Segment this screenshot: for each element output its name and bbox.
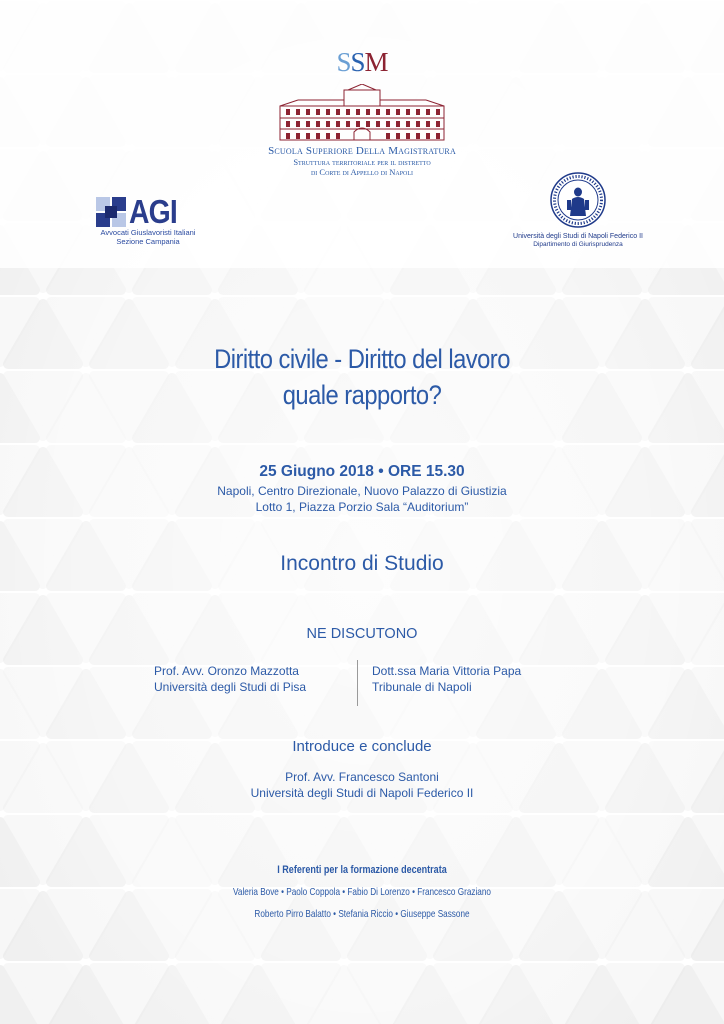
- speaker-name: Dott.ssa Maria Vittoria Papa: [372, 664, 522, 678]
- palace-window: [416, 109, 420, 115]
- palace-icon: [278, 84, 446, 142]
- speaker-affiliation: Tribunale di Napoli: [372, 680, 472, 694]
- university-department: Dipartimento di Giurisprudenza: [533, 241, 623, 248]
- ssm-header: [262, 48, 462, 177]
- discussants-heading: NE DISCUTONO: [306, 626, 418, 642]
- agi-name: Avvocati Giuslavoristi Italiani: [100, 228, 196, 237]
- palace-window: [316, 121, 320, 127]
- palace-window: [346, 109, 350, 115]
- speaker-divider: [357, 660, 358, 706]
- palace-window: [396, 109, 400, 115]
- palace-window: [436, 109, 440, 115]
- ssm-logo-letter: S: [336, 47, 351, 77]
- palace-window: [416, 121, 420, 127]
- university-block: [502, 172, 654, 249]
- palace-window: [376, 121, 380, 127]
- palace-window: [436, 121, 440, 127]
- introducer-name: Prof. Avv. Francesco Santoni: [285, 770, 439, 784]
- introducer-affiliation: Università degli Studi di Napoli Federico II: [250, 786, 474, 800]
- palace-window: [376, 109, 380, 115]
- introduction-heading: Introduce e conclude: [292, 738, 432, 755]
- ssm-logo: [262, 48, 462, 76]
- palace-window: [406, 109, 410, 115]
- palace-window: [366, 121, 370, 127]
- ssm-logo-letter: M: [364, 47, 388, 77]
- referents-line-1: Valeria Bove • Paolo Coppola • Fabio Di Lorenzo • Francesco Graziano: [233, 886, 491, 898]
- palace-window: [316, 133, 320, 139]
- agi-logo-text: AGI: [129, 193, 177, 230]
- palace-window: [306, 109, 310, 115]
- event-title-line-1: Diritto civile - Diritto del lavoro: [214, 344, 510, 374]
- palace-window: [436, 133, 440, 139]
- palace-window: [286, 109, 290, 115]
- palace-window: [396, 133, 400, 139]
- speaker-affiliation: Università degli Studi di Pisa: [154, 680, 307, 694]
- agi-squares-icon: [96, 197, 126, 227]
- university-seal-icon: [550, 172, 606, 228]
- palace-window: [386, 121, 390, 127]
- palace-window: [326, 133, 330, 139]
- palace-window: [336, 121, 340, 127]
- palace-window: [356, 109, 360, 115]
- palace-window: [336, 109, 340, 115]
- event-date-time: 25 Giugno 2018 • ORE 15.30: [259, 463, 465, 480]
- speaker-name: Prof. Avv. Oronzo Mazzotta: [154, 664, 299, 678]
- palace-window: [326, 109, 330, 115]
- palace-window: [386, 109, 390, 115]
- palace-window: [406, 121, 410, 127]
- palace-window: [346, 121, 350, 127]
- palace-window: [396, 121, 400, 127]
- speaker-left: [154, 663, 354, 695]
- referents-title: I Referenti per la formazione decentrata: [277, 864, 447, 876]
- palace-window: [296, 121, 300, 127]
- ssm-logo-letter: S: [350, 47, 365, 77]
- palace-window: [296, 133, 300, 139]
- event-venue-line-1: Napoli, Centro Direzionale, Nuovo Palazzo di Giustizia: [217, 484, 507, 498]
- ssm-subtitle: di Corte di Appello di Napoli: [310, 167, 414, 177]
- palace-window: [416, 133, 420, 139]
- palace-window: [386, 133, 390, 139]
- event-venue-line-2: Lotto 1, Piazza Porzio Sala “Auditorium”: [255, 500, 469, 514]
- event-title-line-2: quale rapporto?: [282, 380, 442, 410]
- agi-logo-block: [96, 193, 236, 246]
- university-name: Università degli Studi di Napoli Federico II: [513, 233, 643, 240]
- palace-window: [326, 121, 330, 127]
- referents-line-2: Roberto Pirro Balatto • Stefania Riccio • Giuseppe Sassone: [254, 908, 470, 920]
- palace-window: [406, 133, 410, 139]
- palace-window: [286, 121, 290, 127]
- palace-window: [366, 109, 370, 115]
- palace-window: [336, 133, 340, 139]
- palace-window: [306, 133, 310, 139]
- event-type: Incontro di Studio: [280, 552, 444, 575]
- agi-section: Sezione Campania: [116, 237, 180, 246]
- palace-window: [356, 121, 360, 127]
- ssm-name: Scuola Superiore Della Magistratura: [268, 145, 456, 157]
- palace-window: [306, 121, 310, 127]
- ssm-subtitle: Struttura territoriale per il distretto: [293, 157, 431, 167]
- speaker-right: [372, 663, 592, 695]
- palace-window: [426, 121, 430, 127]
- palace-window: [296, 109, 300, 115]
- palace-window: [286, 133, 290, 139]
- palace-window: [316, 109, 320, 115]
- palace-window: [426, 109, 430, 115]
- palace-window: [426, 133, 430, 139]
